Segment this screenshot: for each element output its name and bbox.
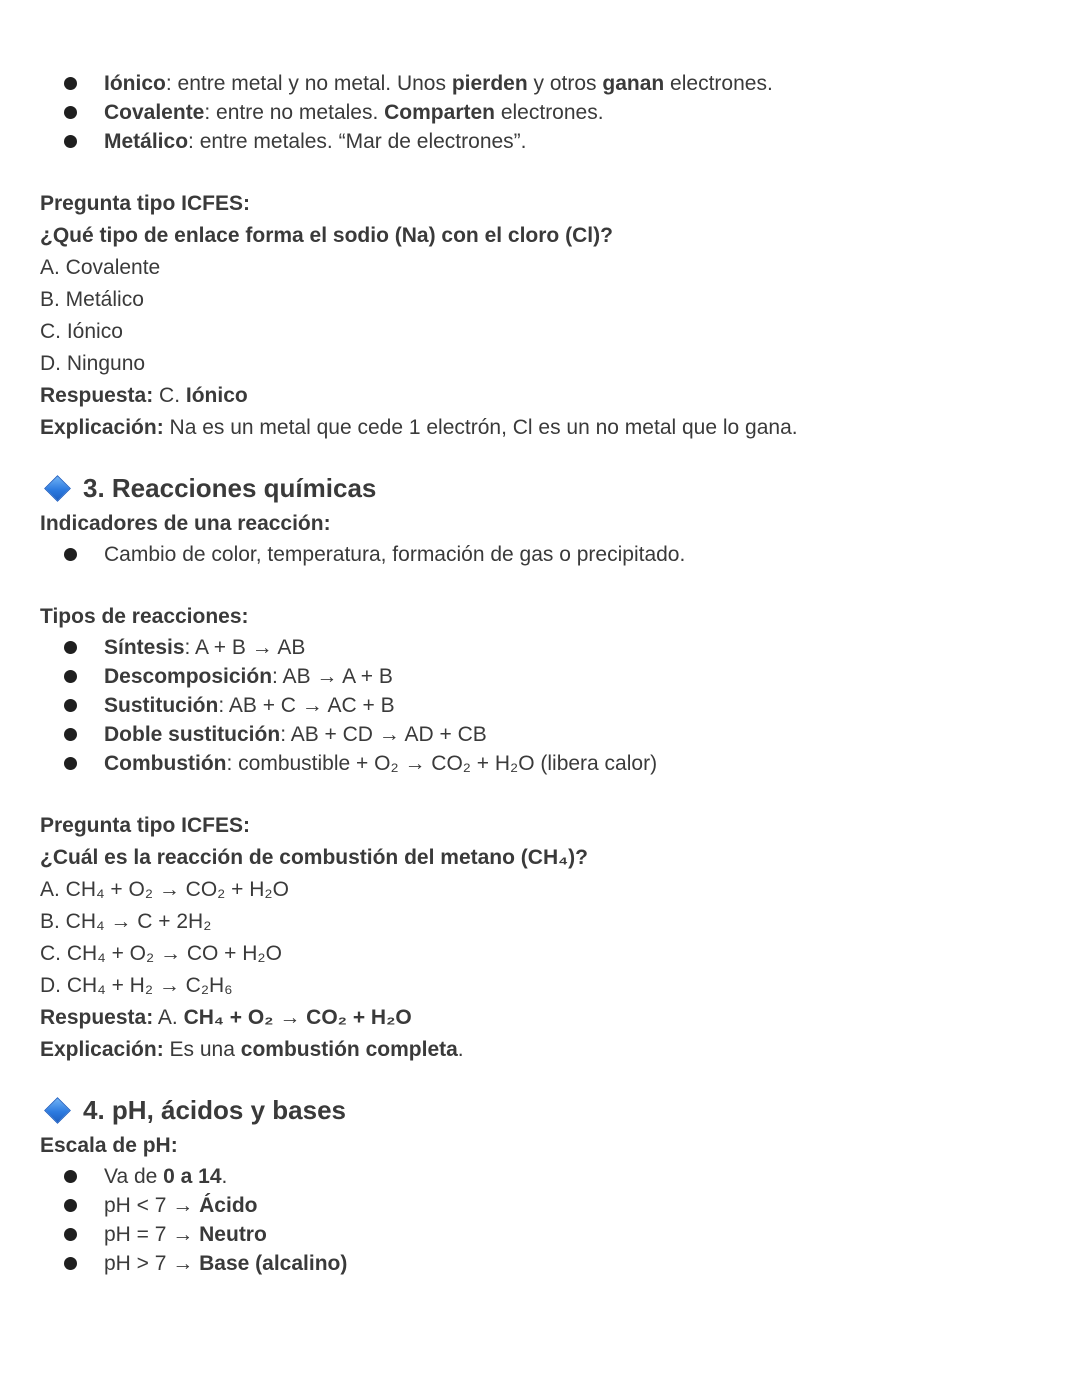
bullet-icon <box>64 1170 77 1183</box>
list-item: Covalente: entre no metales. Comparten electrones. <box>64 98 1040 127</box>
list-item: Doble sustitución: AB + CD → AD + CB <box>64 720 1040 749</box>
option-d: D. Ninguno <box>40 352 146 375</box>
answer-line: Respuesta: A. CH₄ + O₂ → CO₂ + H₂O <box>40 1006 412 1029</box>
bullet-icon <box>64 1199 77 1212</box>
bullet-icon <box>64 670 77 683</box>
answer-line: Respuesta: C. Iónico <box>40 384 248 407</box>
option-c: C. Iónico <box>40 320 123 343</box>
explanation-line: Explicación: Es una combustión completa. <box>40 1038 464 1061</box>
bond-types-list <box>40 69 1040 156</box>
option-b: B. CH₄ → C + 2H₂ <box>40 910 212 933</box>
indicators-heading: Indicadores de una reacción: <box>40 512 331 535</box>
blue-diamond-icon <box>44 1097 71 1124</box>
option-a: A. CH₄ + O₂ → CO₂ + H₂O <box>40 878 289 901</box>
indicators-list <box>40 540 1040 569</box>
explanation-line: Explicación: Na es un metal que cede 1 electrón, Cl es un no metal que lo gana. <box>40 416 798 439</box>
bond-term: Metálico <box>104 130 189 153</box>
list-item: Iónico: entre metal y no metal. Unos pierden y otros ganan electrones. <box>64 69 1040 98</box>
bullet-icon <box>64 77 77 90</box>
list-item: Síntesis: A + B → AB <box>64 633 1040 662</box>
question-block-2 <box>40 810 1040 1066</box>
bullet-icon <box>64 135 77 148</box>
option-a: A. Covalente <box>40 256 161 279</box>
blue-diamond-icon <box>44 475 71 502</box>
option-d: D. CH₄ + H₂ → C₂H₆ <box>40 974 233 997</box>
section-title-ph: 4. pH, ácidos y bases <box>40 1090 1040 1130</box>
bullet-icon <box>64 728 77 741</box>
list-item: pH > 7 → Base (alcalino) <box>64 1249 1040 1278</box>
question-text: ¿Cuál es la reacción de combustión del metano (CH₄)? <box>40 846 588 869</box>
question-text: ¿Qué tipo de enlace forma el sodio (Na) con el cloro (Cl)? <box>40 224 613 247</box>
bullet-icon <box>64 106 77 119</box>
ph-scale-heading: Escala de pH: <box>40 1134 178 1157</box>
section-title-reactions: 3. Reacciones químicas <box>40 468 1040 508</box>
question-block-1 <box>40 188 1040 444</box>
bullet-icon <box>64 548 77 561</box>
list-item: Va de 0 a 14. <box>64 1162 1040 1191</box>
bullet-icon <box>64 641 77 654</box>
document-page <box>40 69 1040 1278</box>
ph-scale-list <box>40 1162 1040 1278</box>
option-c: C. CH₄ + O₂ → CO + H₂O <box>40 942 282 965</box>
bond-term: Iónico <box>104 72 166 95</box>
list-item: Cambio de color, temperatura, formación de gas o precipitado. <box>64 540 1040 569</box>
bullet-icon <box>64 757 77 770</box>
bond-term: Covalente <box>104 101 205 124</box>
list-item: pH = 7 → Neutro <box>64 1220 1040 1249</box>
reaction-types-list <box>40 633 1040 778</box>
reaction-types-heading: Tipos de reacciones: <box>40 605 249 628</box>
list-item: Combustión: combustible + O₂ → CO₂ + H₂O (libera calor) <box>64 749 1040 778</box>
bullet-icon <box>64 699 77 712</box>
option-b: B. Metálico <box>40 288 144 311</box>
list-item: pH < 7 → Ácido <box>64 1191 1040 1220</box>
bullet-icon <box>64 1257 77 1270</box>
question-heading: Pregunta tipo ICFES: <box>40 814 250 837</box>
list-item: Descomposición: AB → A + B <box>64 662 1040 691</box>
bullet-icon <box>64 1228 77 1241</box>
question-heading: Pregunta tipo ICFES: <box>40 192 250 215</box>
list-item: Sustitución: AB + C → AC + B <box>64 691 1040 720</box>
list-item: Metálico: entre metales. “Mar de electrones”. <box>64 127 1040 156</box>
